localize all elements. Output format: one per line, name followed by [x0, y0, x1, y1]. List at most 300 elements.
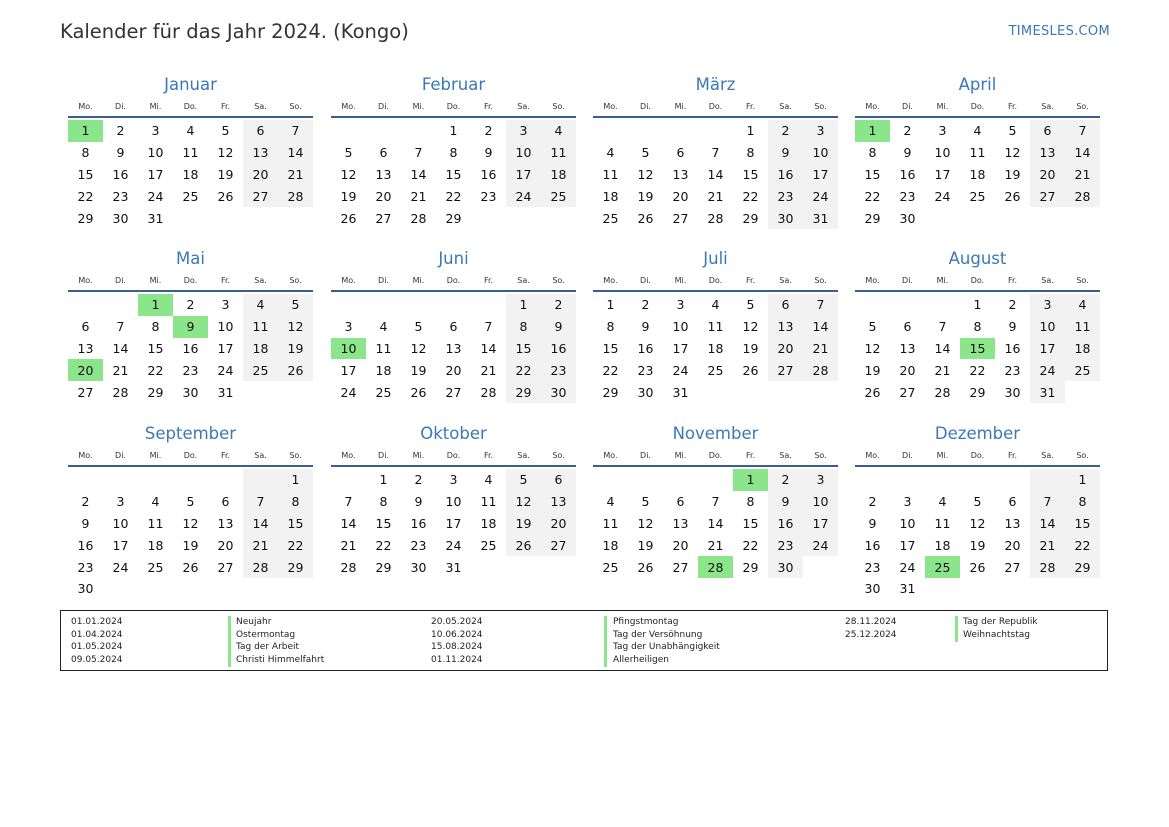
weekday-header [593, 96, 838, 116]
weekday-label: Fr. [483, 101, 494, 111]
day-cell: 14 [707, 166, 724, 182]
holiday-day-cell: 20 [68, 359, 103, 381]
empty-day-cell [628, 120, 663, 142]
weekday-label: Mi. [412, 101, 425, 111]
empty-day-cell [698, 120, 733, 142]
day-cell: 20 [899, 362, 916, 378]
day-cell: 26 [742, 362, 759, 378]
day-cell: 14 [1030, 513, 1065, 535]
day-cell: 28 [340, 559, 357, 575]
day-cell: 27 [243, 185, 278, 207]
day-cell: 2 [903, 123, 912, 139]
empty-day-cell [663, 120, 698, 142]
day-cell: 13 [1030, 142, 1065, 164]
day-cell: 18 [969, 166, 986, 182]
weekday-label: Do. [708, 275, 723, 285]
day-cell: 4 [484, 472, 493, 488]
empty-day-cell [960, 207, 995, 229]
day-cell: 6 [449, 319, 458, 335]
day-cell: 4 [606, 145, 615, 161]
weekday-label: Mi. [149, 275, 162, 285]
day-cell: 11 [707, 319, 724, 335]
day-cell: 2 [414, 472, 423, 488]
weekday-label: So. [1076, 450, 1089, 460]
day-cell: 29 [506, 381, 541, 403]
day-cell: 2 [81, 494, 90, 510]
day-cell: 27 [217, 559, 234, 575]
day-cell: 17 [672, 340, 689, 356]
legend-date: 01.05.2024 [71, 642, 123, 653]
day-cell: 30 [1004, 384, 1021, 400]
day-cell: 29 [742, 210, 759, 226]
day-cell: 15 [278, 513, 313, 535]
weekday-label: Di. [378, 275, 389, 285]
day-cell: 8 [746, 145, 755, 161]
day-cell: 17 [147, 166, 164, 182]
day-cell: 29 [278, 556, 313, 578]
day-cell: 5 [506, 469, 541, 491]
legend-names-1 [236, 616, 324, 667]
day-cell: 19 [1004, 166, 1021, 182]
day-cell: 30 [112, 210, 129, 226]
month-name: Oktober [420, 424, 487, 443]
day-cell: 13 [77, 340, 94, 356]
weekday-label: Fr. [220, 275, 231, 285]
day-cell: 22 [278, 534, 313, 556]
day-cell: 21 [243, 534, 278, 556]
day-cell: 16 [77, 537, 94, 553]
day-cell: 26 [637, 559, 654, 575]
legend-dates-3 [845, 616, 897, 641]
day-cell: 20 [1004, 537, 1021, 553]
holiday-day-cell: 9 [173, 316, 208, 338]
day-cell: 17 [340, 362, 357, 378]
day-cell: 28 [243, 556, 278, 578]
day-cell: 28 [1065, 185, 1100, 207]
legend-date: 10.06.2024 [431, 629, 483, 640]
day-cell: 16 [410, 515, 427, 531]
day-cell: 11 [541, 142, 576, 164]
empty-day-cell [366, 120, 401, 142]
weekday-label: Mi. [412, 275, 425, 285]
day-cell: 26 [506, 534, 541, 556]
day-cell: 11 [602, 515, 619, 531]
day-cell: 9 [414, 494, 423, 510]
empty-day-cell [960, 469, 995, 491]
day-cell: 20 [375, 188, 392, 204]
empty-day-cell [628, 469, 663, 491]
day-cell: 27 [445, 384, 462, 400]
day-cell: 3 [506, 120, 541, 142]
day-cell: 31 [803, 207, 838, 229]
legend-date: 09.05.2024 [71, 655, 123, 666]
legend-date: 28.11.2024 [845, 617, 897, 627]
day-cell: 6 [1008, 494, 1017, 510]
day-cell: 28 [410, 210, 427, 226]
day-cell: 21 [1065, 164, 1100, 186]
day-cell: 27 [899, 384, 916, 400]
weekday-label: Do. [970, 275, 985, 285]
day-cell: 6 [1030, 120, 1065, 142]
holiday-day-cell: 1 [138, 294, 173, 316]
weekday-label: Do. [446, 450, 461, 460]
day-cell: 13 [375, 166, 392, 182]
day-cell: 31 [1030, 381, 1065, 403]
weekday-label: So. [289, 101, 302, 111]
day-cell: 6 [243, 120, 278, 142]
empty-day-cell [855, 469, 890, 491]
day-cell: 4 [711, 297, 720, 313]
day-cell: 18 [375, 362, 392, 378]
weekday-label: Mi. [412, 450, 425, 460]
empty-day-cell [925, 578, 960, 600]
month-name: Dezember [934, 424, 1021, 443]
empty-day-cell [890, 469, 925, 491]
day-cell: 5 [344, 145, 353, 161]
day-cell: 13 [217, 515, 234, 531]
day-cell: 22 [77, 188, 94, 204]
empty-day-cell [506, 556, 541, 578]
month-block [331, 74, 576, 229]
day-grid [593, 294, 838, 403]
legend-name: Allerheiligen [613, 655, 669, 666]
weekday-label: Do. [446, 275, 461, 285]
day-cell: 9 [541, 316, 576, 338]
day-cell: 23 [112, 188, 129, 204]
day-cell: 2 [1008, 297, 1017, 313]
weekday-header [331, 96, 576, 116]
day-cell: 23 [768, 534, 803, 556]
day-cell: 25 [243, 359, 278, 381]
day-cell: 29 [445, 210, 462, 226]
day-cell: 11 [147, 515, 164, 531]
day-cell: 5 [746, 297, 755, 313]
day-cell: 2 [768, 469, 803, 491]
day-cell: 21 [803, 338, 838, 360]
day-cell: 31 [217, 384, 234, 400]
legend-name: Ostermontag [236, 629, 296, 640]
day-cell: 19 [864, 362, 881, 378]
day-cell: 25 [1065, 359, 1100, 381]
day-cell: 22 [969, 362, 986, 378]
month-name: Mai [176, 249, 205, 268]
day-cell: 11 [243, 316, 278, 338]
day-grid [68, 294, 313, 403]
month-block [593, 423, 838, 578]
empty-day-cell [960, 578, 995, 600]
day-cell: 26 [1004, 188, 1021, 204]
weekday-label: Mo. [341, 450, 356, 460]
day-cell: 6 [221, 494, 230, 510]
legend-dates-2 [431, 616, 483, 667]
empty-day-cell [1030, 469, 1065, 491]
month-name: November [672, 424, 759, 443]
weekday-label: Di. [378, 101, 389, 111]
day-cell: 4 [973, 123, 982, 139]
day-grid [593, 469, 838, 578]
empty-day-cell [593, 469, 628, 491]
day-cell: 6 [676, 494, 685, 510]
empty-day-cell [1065, 207, 1100, 229]
day-cell: 1 [379, 472, 388, 488]
holiday-day-cell: 1 [68, 120, 103, 142]
day-cell: 11 [1065, 316, 1100, 338]
day-cell: 27 [77, 384, 94, 400]
day-cell: 10 [1030, 316, 1065, 338]
day-cell: 16 [182, 340, 199, 356]
day-cell: 7 [803, 294, 838, 316]
day-cell: 11 [969, 145, 986, 161]
weekday-label: So. [1076, 101, 1089, 111]
day-cell: 15 [147, 340, 164, 356]
weekday-label: So. [814, 275, 827, 285]
day-cell: 2 [768, 120, 803, 142]
day-grid [855, 469, 1100, 600]
day-cell: 26 [410, 384, 427, 400]
day-cell: 26 [864, 384, 881, 400]
day-cell: 30 [768, 207, 803, 229]
weekday-label: Mi. [674, 101, 687, 111]
weekday-label: Fr. [1007, 275, 1018, 285]
empty-day-cell [995, 207, 1030, 229]
day-cell: 7 [711, 494, 720, 510]
day-cell: 13 [243, 142, 278, 164]
empty-day-cell [855, 294, 890, 316]
day-cell: 22 [506, 359, 541, 381]
day-cell: 26 [969, 559, 986, 575]
day-cell: 10 [112, 515, 129, 531]
empty-day-cell [471, 294, 506, 316]
month-divider [855, 116, 1100, 118]
weekday-label: Fr. [1007, 450, 1018, 460]
weekday-label: Mi. [149, 450, 162, 460]
day-cell: 12 [1004, 145, 1021, 161]
weekday-label: Fr. [745, 275, 756, 285]
day-cell: 5 [278, 294, 313, 316]
weekday-label: Do. [708, 450, 723, 460]
month-name: August [948, 249, 1007, 268]
weekday-label: So. [814, 101, 827, 111]
day-cell: 29 [147, 384, 164, 400]
day-cell: 20 [1030, 164, 1065, 186]
day-cell: 23 [77, 559, 94, 575]
day-cell: 24 [217, 362, 234, 378]
day-cell: 11 [182, 145, 199, 161]
month-block [331, 248, 576, 403]
weekday-label: Di. [902, 275, 913, 285]
day-cell: 8 [506, 316, 541, 338]
day-grid [855, 120, 1100, 229]
legend-name: Tag der Arbeit [236, 642, 300, 653]
day-cell: 29 [375, 559, 392, 575]
day-cell: 22 [1065, 534, 1100, 556]
weekday-label: Mi. [936, 275, 949, 285]
day-cell: 23 [182, 362, 199, 378]
day-cell: 31 [672, 384, 689, 400]
month-divider [593, 116, 838, 118]
day-cell: 10 [445, 494, 462, 510]
day-cell: 14 [278, 142, 313, 164]
weekday-label: Do. [183, 275, 198, 285]
month-divider [593, 290, 838, 292]
legend-name: Neujahr [236, 617, 272, 627]
day-cell: 6 [676, 145, 685, 161]
day-cell: 28 [803, 359, 838, 381]
holiday-legend [60, 610, 1108, 671]
weekday-label: Fr. [220, 101, 231, 111]
day-cell: 30 [864, 581, 881, 597]
day-cell: 29 [77, 210, 94, 226]
empty-day-cell [366, 294, 401, 316]
empty-day-cell [243, 469, 278, 491]
empty-day-cell [698, 381, 733, 403]
day-cell: 20 [541, 513, 576, 535]
month-block [855, 74, 1100, 229]
empty-day-cell [471, 207, 506, 229]
day-cell: 15 [445, 166, 462, 182]
day-cell: 22 [375, 537, 392, 553]
day-cell: 12 [182, 515, 199, 531]
day-cell: 5 [1008, 123, 1017, 139]
month-name: September [144, 424, 237, 443]
weekday-label: Mo. [603, 450, 618, 460]
empty-day-cell [663, 469, 698, 491]
day-cell: 15 [77, 166, 94, 182]
day-cell: 10 [147, 145, 164, 161]
day-cell: 10 [803, 142, 838, 164]
weekday-label: Do. [183, 101, 198, 111]
weekday-header [593, 270, 838, 290]
day-cell: 13 [899, 340, 916, 356]
empty-day-cell [541, 207, 576, 229]
day-cell: 4 [541, 120, 576, 142]
day-grid [68, 469, 313, 600]
day-cell: 10 [899, 515, 916, 531]
day-cell: 25 [602, 559, 619, 575]
day-cell: 8 [973, 319, 982, 335]
empty-day-cell [331, 469, 366, 491]
day-cell: 18 [243, 338, 278, 360]
month-block [593, 248, 838, 403]
weekday-label: Sa. [517, 101, 530, 111]
day-cell: 14 [707, 515, 724, 531]
day-cell: 28 [934, 384, 951, 400]
day-cell: 17 [506, 164, 541, 186]
day-cell: 1 [606, 297, 615, 313]
day-cell: 13 [768, 316, 803, 338]
day-cell: 10 [217, 319, 234, 335]
weekday-label: Do. [970, 450, 985, 460]
day-cell: 22 [147, 362, 164, 378]
legend-name: Christi Himmelfahrt [236, 655, 325, 666]
weekday-label: Mo. [341, 101, 356, 111]
day-cell: 3 [938, 123, 947, 139]
legend-marker [228, 616, 231, 667]
day-cell: 26 [340, 210, 357, 226]
day-cell: 21 [480, 362, 497, 378]
legend-date: 01.01.2024 [71, 617, 123, 627]
day-cell: 21 [340, 537, 357, 553]
month-block [68, 423, 313, 600]
day-cell: 2 [868, 494, 877, 510]
empty-day-cell [208, 469, 243, 491]
brand-link[interactable]: TIMESLES.COM [1008, 24, 1110, 39]
day-cell: 29 [1065, 556, 1100, 578]
weekday-label: Mo. [865, 450, 880, 460]
day-cell: 6 [379, 145, 388, 161]
weekday-label: Mi. [936, 450, 949, 460]
month-name: März [695, 75, 736, 94]
day-cell: 5 [641, 494, 650, 510]
day-cell: 11 [602, 166, 619, 182]
weekday-label: Sa. [254, 450, 267, 460]
day-cell: 11 [934, 515, 951, 531]
day-cell: 26 [637, 210, 654, 226]
weekday-label: Di. [115, 450, 126, 460]
day-cell: 7 [344, 494, 353, 510]
day-cell: 4 [606, 494, 615, 510]
holiday-day-cell: 1 [733, 469, 768, 491]
day-cell: 28 [480, 384, 497, 400]
day-cell: 3 [116, 494, 125, 510]
weekday-header [331, 445, 576, 465]
empty-day-cell [803, 381, 838, 403]
empty-day-cell [278, 207, 313, 229]
weekday-label: Mo. [865, 101, 880, 111]
day-cell: 3 [221, 297, 230, 313]
empty-day-cell [208, 578, 243, 600]
day-cell: 8 [868, 145, 877, 161]
empty-day-cell [68, 294, 103, 316]
day-cell: 14 [112, 340, 129, 356]
day-cell: 15 [864, 166, 881, 182]
day-cell: 19 [969, 537, 986, 553]
legend-name: Pfingstmontag [613, 617, 679, 627]
legend-date: 20.05.2024 [431, 617, 483, 627]
day-cell: 9 [641, 319, 650, 335]
day-cell: 19 [217, 166, 234, 182]
empty-day-cell [401, 294, 436, 316]
day-cell: 22 [864, 188, 881, 204]
month-divider [331, 116, 576, 118]
weekday-label: Mo. [603, 275, 618, 285]
day-cell: 2 [484, 123, 493, 139]
day-cell: 17 [899, 537, 916, 553]
weekday-label: Mi. [936, 101, 949, 111]
day-cell: 18 [541, 164, 576, 186]
day-cell: 26 [278, 359, 313, 381]
day-cell: 4 [243, 294, 278, 316]
day-cell: 12 [637, 166, 654, 182]
day-cell: 5 [973, 494, 982, 510]
day-cell: 21 [112, 362, 129, 378]
weekday-label: Di. [115, 275, 126, 285]
month-divider [68, 290, 313, 292]
day-cell: 28 [707, 210, 724, 226]
day-cell: 7 [414, 145, 423, 161]
weekday-label: So. [289, 275, 302, 285]
day-cell: 15 [742, 515, 759, 531]
day-cell: 17 [803, 513, 838, 535]
empty-day-cell [803, 556, 838, 578]
empty-day-cell [243, 381, 278, 403]
day-cell: 24 [1030, 359, 1065, 381]
weekday-label: Di. [902, 101, 913, 111]
day-cell: 18 [1065, 338, 1100, 360]
day-cell: 28 [112, 384, 129, 400]
day-cell: 8 [449, 145, 458, 161]
day-cell: 17 [112, 537, 129, 553]
